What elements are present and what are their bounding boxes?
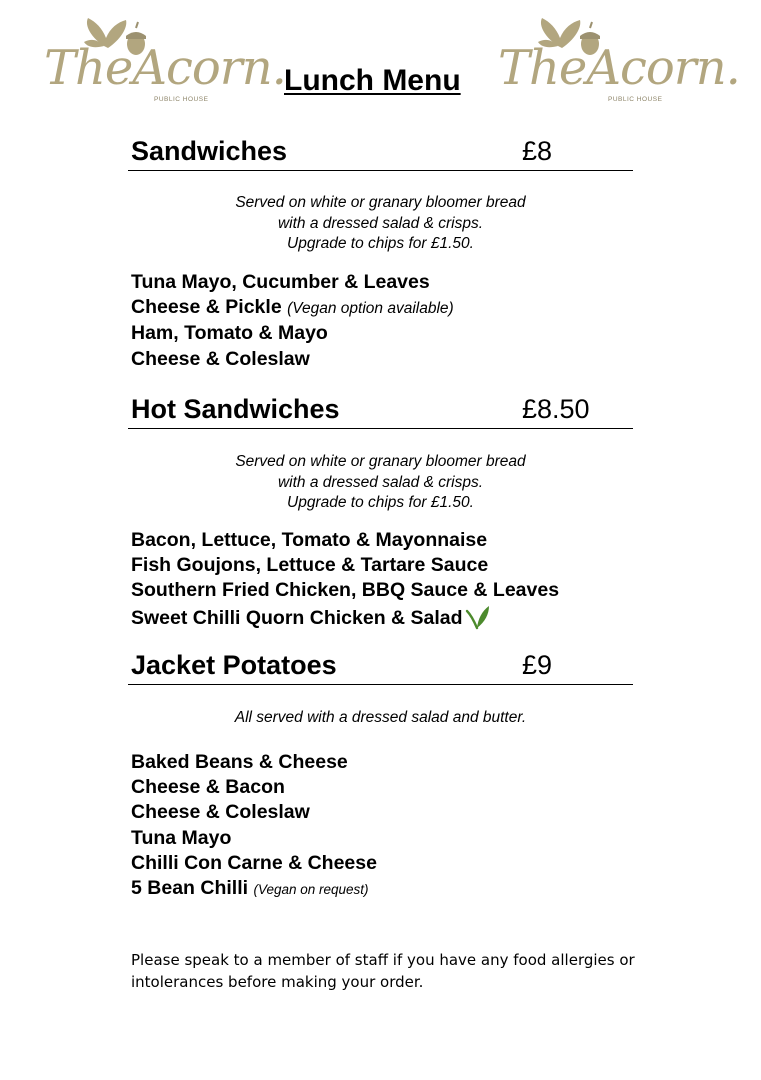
- menu-item: [131, 775, 651, 800]
- item-name: Cheese & Pickle: [131, 296, 282, 319]
- description-line: All served with a dressed salad and butter.: [234, 709, 527, 726]
- section-price: £8.50: [522, 394, 590, 424]
- allergy-notice-line: intolerances before making your order.: [131, 973, 424, 991]
- section-description: [128, 452, 633, 514]
- section-header-hot-sandwiches: [128, 392, 633, 429]
- item-name: Southern Fried Chicken, BBQ Sauce & Leaves: [131, 579, 560, 602]
- description-line: with a dressed salad & crisps.: [277, 473, 484, 491]
- description-line: Served on white or granary bloomer bread: [235, 453, 526, 470]
- allergy-notice: [131, 949, 651, 993]
- description-line: with a dressed salad & crisps.: [277, 214, 484, 232]
- menu-item: [131, 528, 651, 553]
- item-name: Cheese & Coleslaw: [131, 801, 310, 824]
- logo-right: [498, 16, 740, 108]
- description-line: Served on white or granary bloomer bread: [235, 194, 526, 211]
- menu-item: [131, 347, 651, 372]
- menu-item: [131, 800, 651, 825]
- section-header-sandwiches: [128, 134, 633, 171]
- item-name: Cheese & Coleslaw: [131, 347, 310, 370]
- item-name: Baked Beans & Cheese: [131, 751, 348, 773]
- logo-subtitle: PUBLIC HOUSE: [154, 96, 209, 103]
- logo-subtitle: PUBLIC HOUSE: [608, 96, 663, 103]
- item-note: (Vegan option available): [287, 300, 454, 318]
- item-note: (Vegan on request): [253, 882, 369, 898]
- logo-wordmark: TheAcorn.: [498, 40, 740, 96]
- menu-item: [131, 826, 651, 851]
- item-name: Ham, Tomato & Mayo: [131, 322, 328, 345]
- logo-left: [44, 16, 286, 108]
- section-description: [128, 193, 633, 255]
- section-title: Jacket Potatoes: [131, 650, 337, 680]
- section-description: [128, 708, 633, 729]
- menu-item: [131, 876, 651, 902]
- menu-item: [131, 321, 651, 346]
- section-header-jacket-potatoes: [128, 648, 633, 685]
- item-list-sandwiches: [131, 270, 651, 372]
- item-list-hot-sandwiches: [131, 528, 651, 631]
- menu-item: [131, 604, 651, 631]
- item-name: Tuna Mayo: [131, 826, 232, 849]
- item-list-jacket-potatoes: [131, 750, 651, 902]
- vegan-leaf-icon: [465, 604, 491, 630]
- item-name: Sweet Chilli Quorn Chicken & Salad: [131, 606, 463, 629]
- item-name: Fish Goujons, Lettuce & Tartare Sauce: [131, 554, 489, 577]
- item-name: Chilli Con Carne & Cheese: [131, 851, 377, 874]
- description-line: Upgrade to chips for £1.50.: [287, 235, 474, 252]
- section-title: Hot Sandwiches: [131, 394, 340, 424]
- menu-item: [131, 270, 651, 295]
- menu-item: [131, 295, 651, 321]
- item-name: 5 Bean Chilli: [131, 877, 249, 900]
- allergy-notice-line: Please speak to a member of staff if you have any food allergies or: [131, 951, 635, 969]
- menu-item: [131, 578, 651, 603]
- item-name: Cheese & Bacon: [131, 776, 285, 799]
- menu-item: [131, 750, 651, 775]
- section-price: £9: [522, 650, 553, 680]
- description-line: Upgrade to chips for £1.50.: [287, 494, 474, 511]
- section-title: Sandwiches: [131, 136, 288, 166]
- logo-wordmark: TheAcorn.: [44, 40, 286, 96]
- section-price: £8: [522, 136, 553, 166]
- page-title: Lunch Menu: [284, 64, 461, 97]
- menu-item: [131, 851, 651, 876]
- item-name: Tuna Mayo, Cucumber & Leaves: [131, 271, 430, 293]
- item-name: Bacon, Lettuce, Tomato & Mayonnaise: [131, 529, 488, 551]
- menu-item: [131, 553, 651, 578]
